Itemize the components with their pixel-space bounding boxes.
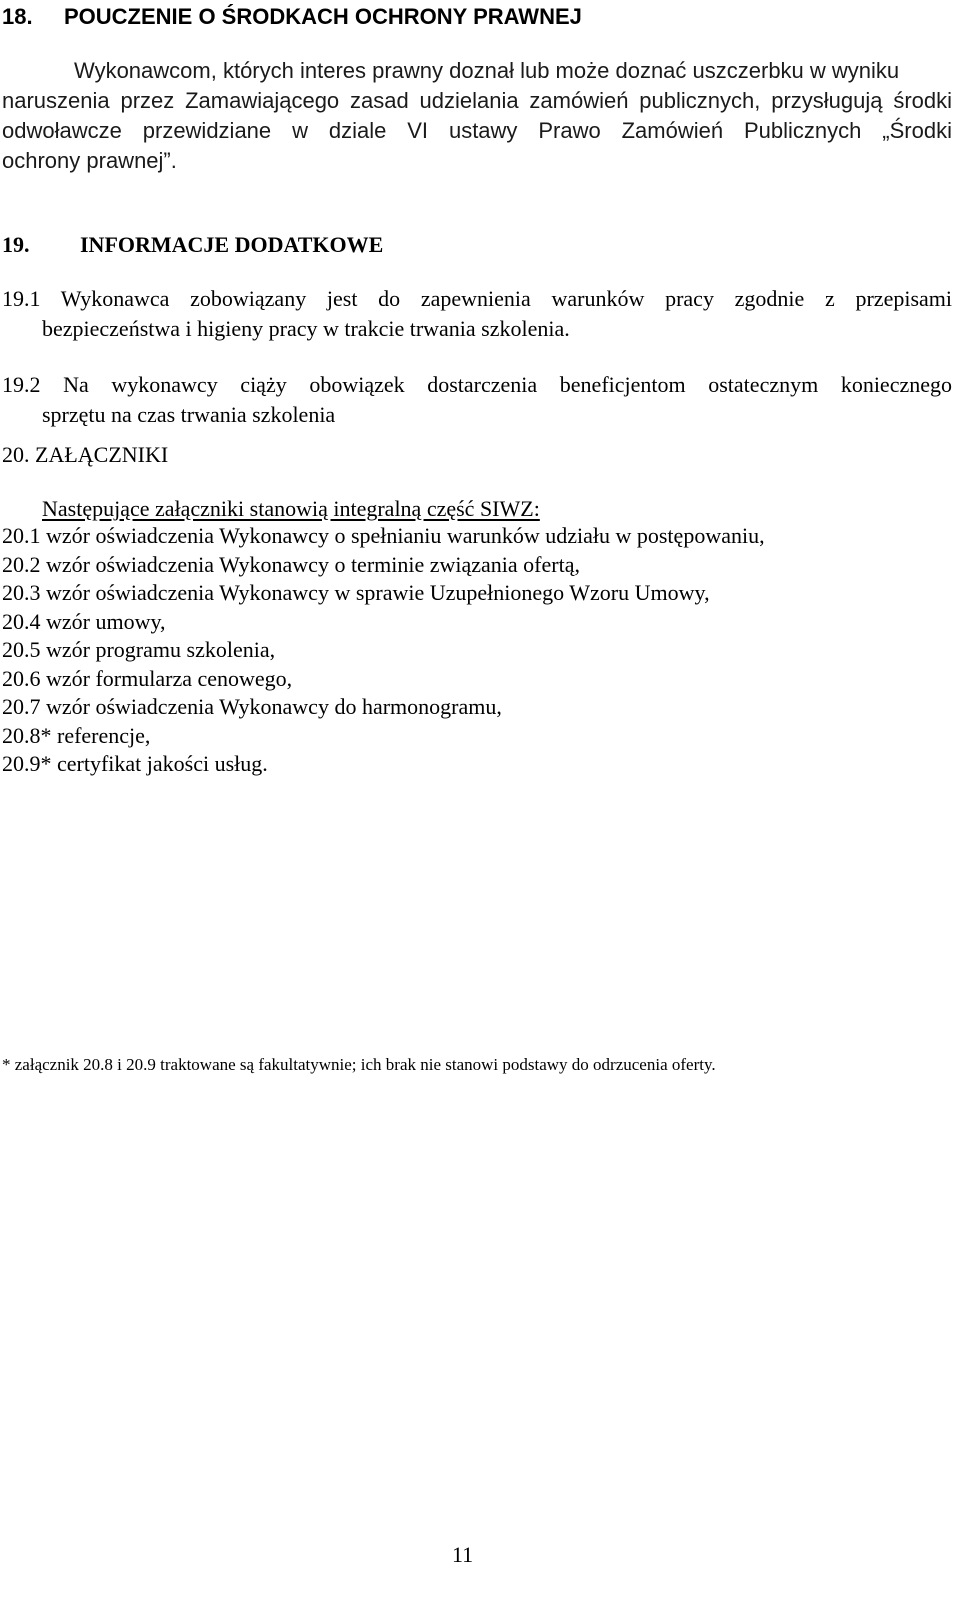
list-item: 20.1 wzór oświadczenia Wykonawcy o spełnianiu warunków udziału w postępowaniu,: [2, 523, 765, 548]
list-item: 20.2 wzór oświadczenia Wykonawcy o terminie związania ofertą,: [2, 551, 580, 577]
list-item: 20.7 wzór oświadczenia Wykonawcy do harmonogramu,: [2, 694, 502, 719]
section-19-heading: [2, 230, 383, 260]
section-19-title: INFORMACJE DODATKOWE: [80, 232, 384, 257]
section-18-line-4: ochrony prawnej”.: [2, 148, 177, 173]
section-19-item-1-line-2: bezpieczeństwa i higieny pracy w trakcie trwania szkolenia.: [42, 316, 570, 341]
section-19-item-2: [2, 370, 952, 430]
section-19-item-1-line-1: 19.1 Wykonawca zobowiązany jest do zapewnienia warunków pracy zgodnie z przepisami: [2, 286, 952, 311]
section-18-line-3: odwoławcze przewidziane w dziale VI ustawy Prawo Zamówień Publicznych „Środki: [2, 118, 952, 143]
list-item: 20.4 wzór umowy,: [2, 608, 166, 634]
list-item: 20.8* referencje,: [2, 722, 151, 748]
section-20-intro: Następujące załączniki stanowią integralną część SIWZ:: [42, 496, 540, 521]
list-item: 20.5 wzór programu szkolenia,: [2, 637, 276, 662]
section-20-heading: 20. ZAŁĄCZNIKI: [2, 442, 169, 467]
section-18-title: POUCZENIE O ŚRODKACH OCHRONY PRAWNEJ: [64, 4, 582, 29]
list-item: 20.3 wzór oświadczenia Wykonawcy w sprawie Uzupełnionego Wzoru Umowy,: [2, 580, 710, 605]
page-number: 11: [452, 1542, 474, 1567]
section-18-paragraph: [2, 56, 952, 176]
list-item: 20.6 wzór formularza cenowego,: [2, 665, 293, 691]
section-18-number: 18.: [2, 4, 33, 29]
section-18-line-2: naruszenia przez Zamawiającego zasad udzielania zamówień publicznych, przysługują środki: [2, 88, 952, 113]
attachments-list: [2, 522, 765, 779]
section-19-item-1: [2, 284, 952, 344]
section-19-number: 19.: [2, 232, 30, 257]
section-19-item-2-line-1: 19.2 Na wykonawcy ciąży obowiązek dostarczenia beneficjentom ostatecznym koniecznego: [2, 372, 952, 397]
footnote: * załącznik 20.8 i 20.9 traktowane są fakultatywnie; ich brak nie stanowi podstawy do odrzucenia oferty.: [2, 1055, 716, 1074]
list-item: 20.9* certyfikat jakości usług.: [2, 751, 268, 776]
section-18-line-1: Wykonawcom, których interes prawny doznał lub może doznać uszczerbku w wyniku: [74, 58, 900, 83]
section-18-heading: [2, 2, 582, 32]
section-19-item-2-line-2: sprzętu na czas trwania szkolenia: [42, 402, 336, 427]
